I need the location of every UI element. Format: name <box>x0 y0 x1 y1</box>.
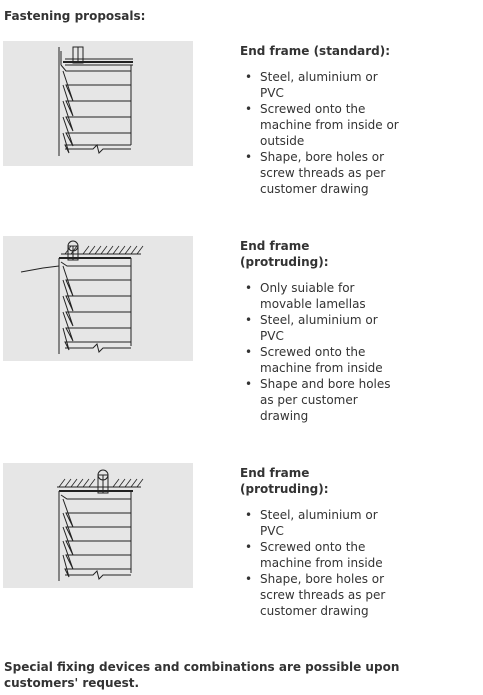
end-frame-protruding-drawing <box>3 236 193 361</box>
list-item: • Steel, aluminium or PVC <box>240 69 400 101</box>
list-item: • Only suiable for movable lamellas <box>240 280 400 312</box>
list-item: • Screwed onto the machine from inside <box>240 539 400 571</box>
proposal-title: End frame (standard): <box>240 44 391 58</box>
page-heading: Fastening proposals: <box>4 9 146 23</box>
list-item: • Screwed onto the machine from inside or outside <box>240 101 400 149</box>
list-item: • Steel, aluminium or PVC <box>240 312 400 344</box>
footer-note: Special fixing devices and combinations are possible upon customers' request. <box>4 660 400 690</box>
end-frame-standard-drawing <box>3 41 193 166</box>
proposal-title: End frame (protruding): <box>240 239 329 269</box>
proposal-list <box>240 69 475 197</box>
list-item: • Shape and bore holes as per customer drawing <box>240 376 400 424</box>
proposal-title: End frame (protruding): <box>240 466 329 496</box>
list-item: • Steel, aluminium or PVC <box>240 507 400 539</box>
list-item: • Shape, bore holes or screw threads as per customer drawing <box>240 149 400 197</box>
end-frame-protruding-drawing <box>3 463 193 588</box>
list-item: • Shape, bore holes or screw threads as per customer drawing <box>240 571 400 619</box>
proposal-list <box>240 507 475 619</box>
list-item: • Screwed onto the machine from inside <box>240 344 400 376</box>
proposal-list <box>240 280 475 424</box>
